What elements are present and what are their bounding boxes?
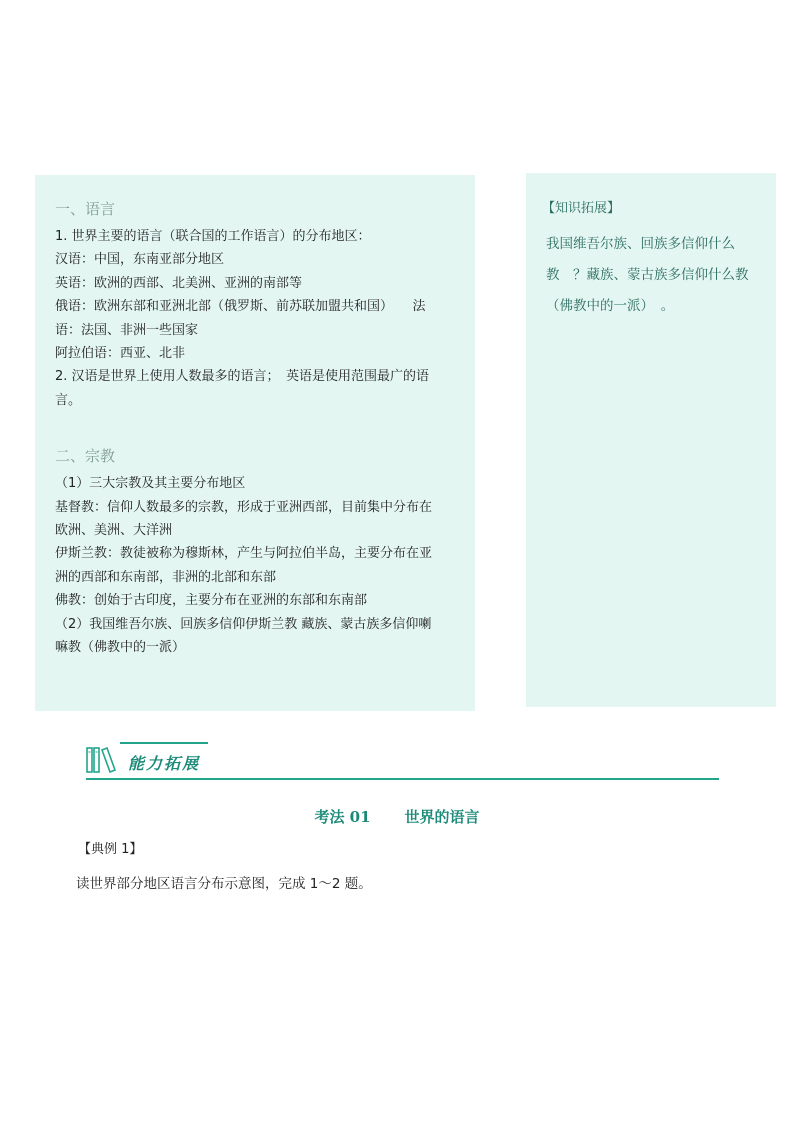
language-line: 俄语：欧洲东部和亚洲北部（俄罗斯、前苏联加盟共和国） 法 bbox=[55, 299, 426, 315]
knowledge-extension-line: 教 ？藏族、蒙古族多信仰什么教 bbox=[546, 267, 749, 283]
language-content bbox=[55, 225, 457, 412]
knowledge-extension-title: 【知识拓展】 bbox=[542, 201, 621, 216]
religion-content bbox=[55, 472, 457, 659]
header-bottom-rule bbox=[86, 778, 719, 780]
language-line: 汉语：中国，东南亚部分地区 bbox=[55, 252, 225, 268]
method-title bbox=[0, 806, 794, 827]
knowledge-extension-line: 我国维吾尔族、回族多信仰什么 bbox=[546, 236, 735, 252]
religion-line: 欧洲、美洲、大洋洲 bbox=[55, 523, 173, 539]
method-name: 世界的语言 bbox=[404, 808, 480, 826]
religion-line: （2）我国维吾尔族、回族多信仰伊斯兰教 藏族、蒙古族多信仰喇 bbox=[55, 616, 432, 632]
religion-line: 洲的西部和东南部，非洲的北部和东部 bbox=[55, 569, 277, 585]
religion-line: 伊斯兰教：教徒被称为穆斯林，产生与阿拉伯半岛，主要分布在亚 bbox=[55, 546, 433, 562]
religion-heading: 二、宗教 bbox=[55, 447, 116, 466]
question-text: 读世界部分地区语言分布示意图，完成 1～2 题。 bbox=[76, 876, 372, 892]
knowledge-summary-panel bbox=[35, 175, 475, 711]
language-line: 2. 汉语是世界上使用人数最多的语言； 英语是使用范围最广的语 bbox=[55, 369, 430, 385]
method-label: 考法 01 bbox=[314, 808, 371, 826]
header-top-rule bbox=[120, 742, 208, 744]
knowledge-extension-line: （佛教中的一派） 。 bbox=[546, 298, 675, 314]
religion-line: 基督教：信仰人数最多的宗教，形成于亚洲西部，目前集中分布在 bbox=[55, 499, 433, 515]
example-label: 【典例 1】 bbox=[78, 842, 143, 857]
religion-line: 嘛教（佛教中的一派） bbox=[55, 640, 186, 656]
language-line: 语：法国、非洲一些国家 bbox=[55, 322, 199, 338]
ability-extension-title: 能力拓展 bbox=[128, 754, 201, 773]
language-line: 言。 bbox=[55, 392, 82, 408]
books-icon bbox=[86, 746, 124, 774]
knowledge-extension-text bbox=[546, 229, 760, 322]
ability-extension-header bbox=[86, 742, 719, 782]
religion-line: 佛教：创始于古印度，主要分布在亚洲的东部和东南部 bbox=[55, 593, 368, 609]
religion-line: （1）三大宗教及其主要分布地区 bbox=[55, 476, 246, 492]
language-heading: 一、语言 bbox=[55, 200, 116, 218]
knowledge-extension-panel bbox=[526, 173, 776, 707]
language-line: 阿拉伯语：西亚、北非 bbox=[55, 346, 186, 362]
language-line: 1. 世界主要的语言（联合国的工作语言）的分布地区： bbox=[55, 229, 371, 244]
language-line: 英语：欧洲的西部、北美洲、亚洲的南部等 bbox=[55, 275, 303, 291]
